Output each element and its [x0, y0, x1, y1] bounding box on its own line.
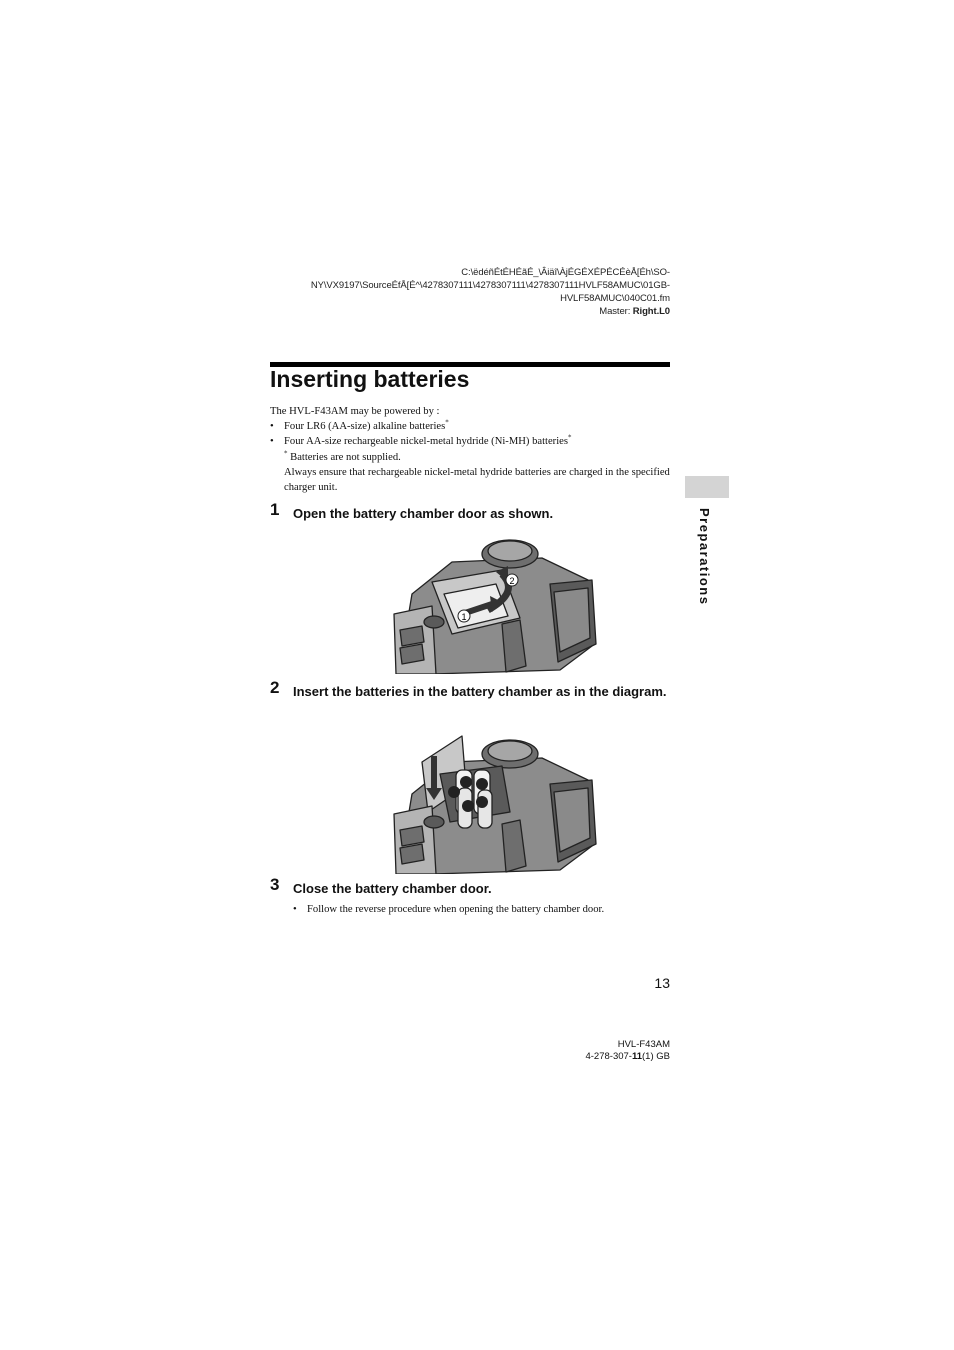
step-number: 1 — [270, 500, 280, 519]
intro-lead: The HVL-F43AM may be powered by : — [270, 406, 440, 417]
step-text: Insert the batteries in the battery chamber as in the diagram. — [293, 684, 667, 699]
footer-model-code — [585, 1039, 670, 1063]
step-text: Close the battery chamber door. — [293, 881, 492, 896]
marker-1: 1 — [461, 612, 467, 622]
asterisk-mark: * — [445, 418, 449, 427]
footer-model: HVL-F43AM — [617, 1039, 670, 1050]
section-label: Preparations — [697, 508, 712, 606]
master-label: Master: — [599, 306, 631, 317]
section-tab — [685, 476, 729, 498]
master-value: Right.L0 — [632, 306, 670, 317]
step-3 — [270, 875, 670, 917]
bullet-alkaline: • Four LR6 (AA-size) alkaline batteries* — [270, 419, 670, 434]
step-3-note: • Follow the reverse procedure when opening the battery chamber door. — [293, 904, 605, 915]
master-line — [250, 305, 670, 318]
step-number: 3 — [270, 875, 280, 894]
asterisk-mark: * — [567, 433, 572, 442]
file-path-header — [250, 266, 670, 318]
step-number: 2 — [270, 678, 280, 697]
step-text: Open the battery chamber door as shown. — [293, 506, 554, 521]
flash-insert-batteries-illustration — [392, 734, 598, 874]
step-1 — [270, 500, 670, 524]
bullet-dot: • — [270, 436, 274, 448]
page-title: Inserting batteries — [270, 366, 470, 392]
page-number: 13 — [654, 975, 670, 991]
step-2 — [270, 678, 670, 702]
footer-code: 4-278-307-11(1) GB — [585, 1051, 670, 1062]
path-line-2: NY\VX9197\SourceÉfÅ[É^\4278307111\4278307111\4278307111HVLF58AMUC\01GB- — [310, 280, 670, 291]
path-line-3: HVLF58AMUC\040C01.fm — [560, 293, 670, 304]
asterisk-mark: * — [284, 449, 288, 458]
flash-open-door-illustration — [392, 534, 598, 674]
bullet-nimh: • Four AA-size rechargeable nickel-metal hydride (Ni-MH) batteries* — [270, 434, 670, 449]
bullet-dot: • — [270, 421, 274, 433]
footnote: * Batteries are not supplied. — [284, 449, 401, 463]
bullet-dot: • — [293, 904, 297, 915]
marker-2: 2 — [509, 576, 515, 586]
charge-note: Always ensure that rechargeable nickel-metal hydride batteries are charged in the specified charger unit. — [284, 466, 670, 494]
path-line-1: C:\ëdéñÉtÉHÉãÉ_\Âiäî\ÀjÉGÉXÉPÉCÉèÅ[Éh\SO- — [461, 267, 670, 278]
intro-section — [270, 404, 670, 495]
